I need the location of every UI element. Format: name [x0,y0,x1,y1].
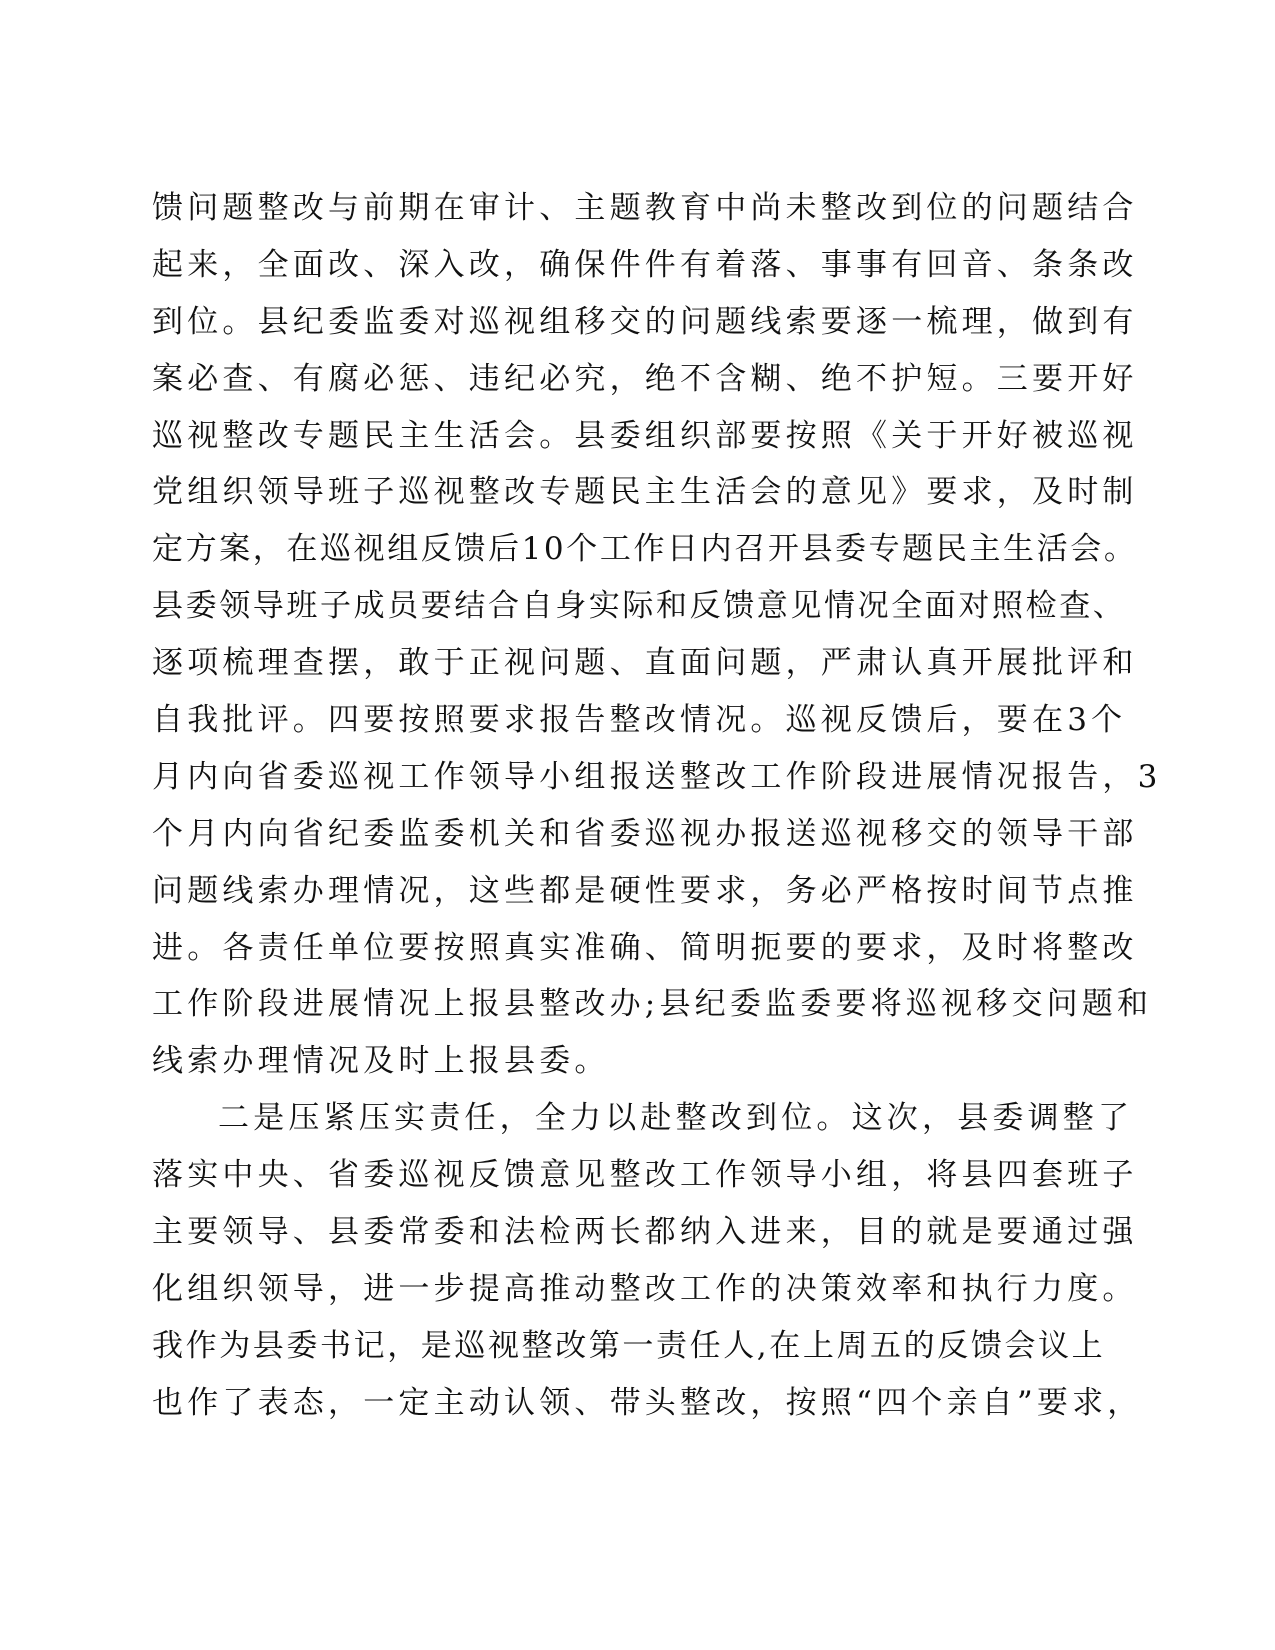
text-line: 线索办理情况及时上报县委。 [152,1043,610,1080]
text-line: 落实中央、省委巡视反馈意见整改工作领导小组，将县四套班子 [152,1157,1138,1194]
body-text [152,180,1162,1432]
text-line: 工作阶段进展情况上报县整改办;县纪委监委要将巡视移交问题和 [152,986,1153,1023]
text-line: 逐项梳理查摆，敢于正视问题、直面问题，严肃认真开展批评和 [152,645,1138,682]
text-line: 问题线索办理情况，这些都是硬性要求，务必严格按时间节点推 [152,872,1138,909]
text-line: 馈问题整改与前期在审计、主题教育中尚未整改到位的问题结合 [152,190,1138,226]
text-line: 巡视整改专题民主生活会。县委组织部要按照《关于开好被巡视 [152,417,1138,454]
text-line: 主要领导、县委常委和法检两长都纳入进来，目的就是要通过强 [152,1214,1138,1251]
text-line: 县委领导班子成员要结合自身实际和反馈意见情况全面对照检查、 [152,588,1127,625]
text-line: 起来，全面改、深入改，确保件件有着落、事事有回音、条条改 [152,246,1138,283]
text-line: 自我批评。四要按照要求报告整改情况。巡视反馈后，要在3个 [152,702,1127,739]
text-line: 定方案，在巡视组反馈后10个工作日内召开县委专题民主生活会。 [152,531,1138,568]
text-line: 月内向省委巡视工作领导小组报送整改工作阶段进展情况报告，3 [152,758,1162,795]
text-line: 我作为县委书记，是巡视整改第一责任人,在上周五的反馈会议上 [152,1327,1106,1364]
text-line: 案必查、有腐必惩、违纪必究，绝不含糊、绝不护短。三要开好 [152,360,1138,397]
paragraph-start-line: 二是压紧压实责任，全力以赴整改到位。这次，县委调整了 [218,1100,1134,1137]
text-line: 进。各责任单位要按照真实准确、简明扼要的要求，及时将整改 [152,929,1138,966]
text-line: 也作了表态，一定主动认领、带头整改，按照“四个亲自”要求， [152,1384,1143,1421]
text-line: 个月内向省纪委监委机关和省委巡视办报送巡视移交的领导干部 [152,815,1138,852]
text-line: 党组织领导班子巡视整改专题民主生活会的意见》要求，及时制 [152,474,1138,511]
text-line: 到位。县纪委监委对巡视组移交的问题线索要逐一梳理，做到有 [152,303,1138,340]
text-line: 化组织领导，进一步提高推动整改工作的决策效率和执行力度。 [152,1270,1138,1307]
